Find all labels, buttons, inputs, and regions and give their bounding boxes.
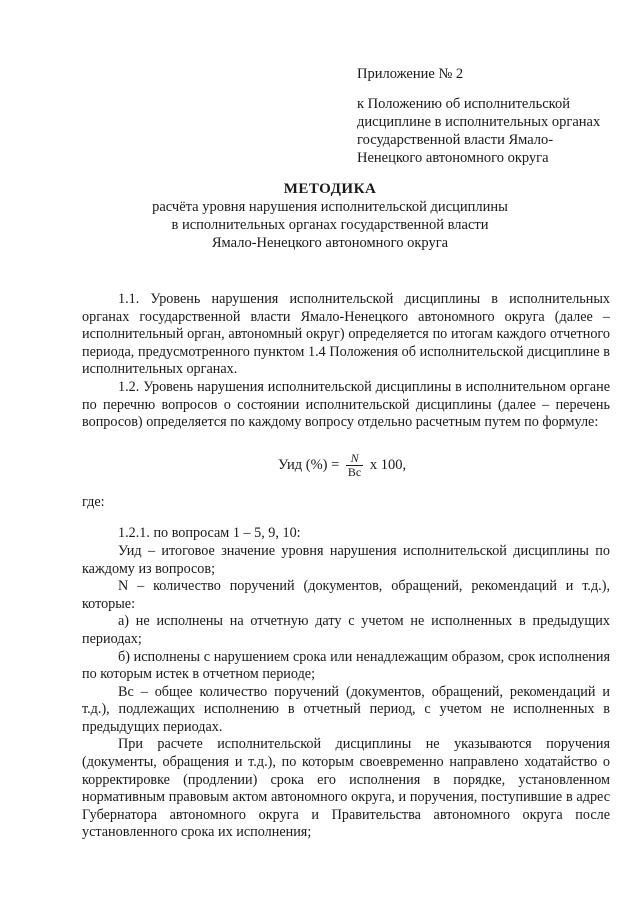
note-paragraph: При расчете исполнительской дисциплины не указываются поручения (документы, обращения и т.д.), по которым своевременно направлено ходатайство о корректировке (продлении) срока его исполнения в порядке, установленном нормативным правовым актом автономного округа, и поручения, поступившие в адрес Губернатора автономного округа и Правительства автономного округа после установленного срока их исполнения; <box>82 736 610 841</box>
formula-rhs: x 100, <box>369 456 407 473</box>
appendix-line: Ненецкого автономного округа <box>357 150 549 166</box>
formula-lhs: Уид (%) = <box>278 456 340 473</box>
item-a: а) не исполнены на отчетную дату с учетом не исполненных в предыдущих периодах; <box>82 613 610 647</box>
formula <box>82 432 610 494</box>
document-title <box>60 180 600 252</box>
appendix-line: к Положению об исполнительской <box>357 96 570 112</box>
formula-fraction <box>346 452 363 479</box>
item-b: б) исполнены с нарушением срока или ненадлежащим образом, срок исполнения по которым истек в отчетном периоде; <box>82 648 610 683</box>
title-sub-line: Ямало-Ненецкого автономного округа <box>211 235 449 251</box>
appendix-number: Приложение № 2 <box>357 66 464 82</box>
appendix-line: государственной власти Ямало- <box>357 132 554 148</box>
definition-n: N – количество поручений (документов, обращений, рекомендаций и т.д.), которые: <box>82 578 610 612</box>
appendix-line: дисциплине в исполнительных органах <box>357 114 601 130</box>
where-label: где: <box>82 493 105 510</box>
title-sub-line: расчёта уровня нарушения исполнительской дисциплины <box>152 199 508 215</box>
paragraph-1-2-1: 1.2.1. по вопросам 1 – 5, 9, 10: <box>118 525 301 542</box>
formula-numerator: N <box>346 452 363 466</box>
paragraph-1-2: 1.2. Уровень нарушения исполнительской дисциплины в исполнительном органе по перечню вопросов о состоянии исполнительской дисциплины (далее – перечень вопросов) определяется по каждому вопросу отдельно расчетным путем по формуле: <box>82 378 610 431</box>
definition-b: Вс – общее количество поручений (документов, обращений, рекомендаций и т.д.), подлежащих исполнению в отчетный период, с учетом не исполненных в предыдущих периодах. <box>82 683 610 735</box>
title-main: МЕТОДИКА <box>283 181 377 197</box>
paragraph-1-1: 1.1. Уровень нарушения исполнительской дисциплины в исполнительных органах государственной власти Ямало-Ненецкого автономного округа (далее – исполнительный орган, автономный округ) определяется по итогам каждого отчетного периода, предусмотренного пунктом 1.4 Положения об исполнительской дисциплине в исполнительных органах. <box>82 291 610 378</box>
appendix-header <box>357 65 617 167</box>
formula-denominator: Вс <box>347 464 362 479</box>
definition-u: Уид – итоговое значение уровня нарушения исполнительской дисциплины по каждому из вопросов; <box>82 542 610 577</box>
document-body <box>82 291 610 842</box>
title-sub-line: в исполнительных органах государственной власти <box>171 217 489 233</box>
